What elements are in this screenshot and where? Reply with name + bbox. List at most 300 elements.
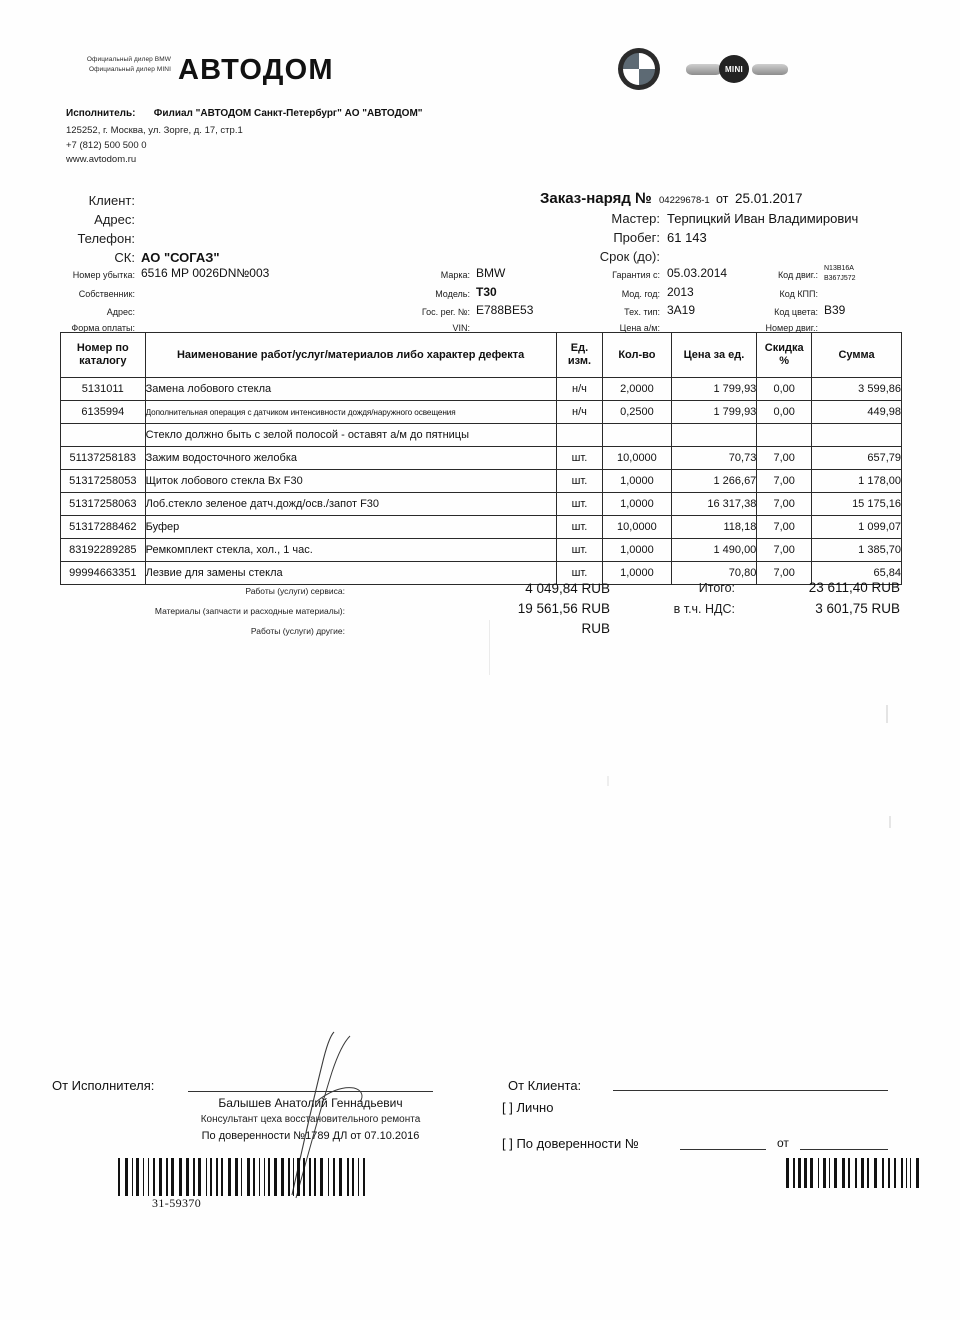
executor-signature-line	[188, 1091, 433, 1092]
totals-other-value: RUB	[581, 621, 610, 636]
executor-signature-name: Балышев Анатолий Геннадьевич	[218, 1096, 403, 1110]
barcode-gap	[163, 1158, 165, 1196]
barcode-gap	[261, 1158, 263, 1196]
barcode-gap	[851, 1158, 854, 1188]
engine-code-value	[824, 264, 856, 284]
grand-total-label: Итого:	[698, 581, 735, 595]
barcode-bar	[235, 1158, 238, 1196]
barcode-gap	[219, 1158, 220, 1196]
company-logo-text: АВТОДОМ	[178, 54, 334, 86]
cell-unit-price: 1 490,00	[671, 539, 757, 562]
barcode-gap	[121, 1158, 124, 1196]
due-date-label: Срок (до):	[599, 249, 660, 264]
barcode-bar	[281, 1158, 284, 1196]
engine-code-label: Код двиг.:	[777, 270, 818, 280]
barcode-gap	[150, 1158, 152, 1196]
barcode-gap	[846, 1158, 847, 1188]
brand-logos	[618, 48, 798, 94]
barcode-bar	[834, 1158, 837, 1188]
cell-catalog-number: 83192289285	[61, 539, 146, 562]
bmw-roundel-inner	[623, 53, 655, 85]
barcode-bar	[314, 1158, 316, 1196]
cell-description: Ремкомплект стекла, хол., 1 час.	[145, 539, 556, 562]
cell-quantity: 1,0000	[603, 539, 671, 562]
cell-unit: шт.	[556, 493, 603, 516]
executor-value: Филиал "АВТОДОМ Санкт-Петербург" АО "АВТОДОМ"	[153, 108, 423, 119]
plate-value: E788BE53	[476, 303, 534, 317]
th-catalog-line-1: Номер по	[76, 342, 129, 355]
cell-catalog-number: 6135994	[61, 401, 146, 424]
owner-label: Собственник:	[78, 289, 135, 299]
barcode-bar	[253, 1158, 255, 1196]
vin-label: VIN:	[452, 323, 470, 333]
barcode-gap	[208, 1158, 209, 1196]
barcode-gap	[134, 1158, 135, 1196]
barcode-gap	[213, 1158, 215, 1196]
model-year-value: 2013	[667, 285, 694, 299]
barcode-bar	[216, 1158, 218, 1196]
th-discount-line-2: %	[779, 355, 790, 367]
engine-number-label: Номер двиг.:	[765, 323, 818, 333]
executor-contact-block	[66, 124, 243, 168]
executor-label: Исполнитель:	[66, 108, 136, 119]
barcode-bar	[798, 1158, 801, 1188]
barcode-bar	[288, 1158, 290, 1196]
barcode-gap	[885, 1158, 887, 1188]
barcode-bar	[259, 1158, 260, 1196]
executor-phone: +7 (812) 500 500 0	[66, 139, 147, 151]
table-row	[61, 378, 902, 401]
barcode-gap	[271, 1158, 273, 1196]
items-table	[60, 332, 902, 585]
barcode-gap	[291, 1158, 292, 1196]
barcode-bar	[867, 1158, 869, 1188]
cell-unit: шт.	[556, 470, 603, 493]
table-row	[61, 539, 902, 562]
barcode-gap	[324, 1158, 327, 1196]
cell-total: 1 178,00	[812, 470, 902, 493]
cell-description: Лезвие для замены стекла	[145, 562, 556, 585]
table-body	[61, 378, 902, 585]
th-discount-line-1: Скидка	[764, 342, 804, 355]
table-row	[61, 424, 902, 447]
master-label: Мастер:	[611, 211, 660, 226]
barcode-bar	[247, 1158, 250, 1196]
tech-type-value: 3A19	[667, 303, 696, 317]
table-row	[61, 447, 902, 470]
client-phone-label: Телефон:	[77, 231, 135, 246]
cell-total: 3 599,86	[812, 378, 902, 401]
tech-type-label: Тех. тип:	[624, 307, 660, 317]
cell-quantity: 1,0000	[603, 470, 671, 493]
barcode-bar	[793, 1158, 795, 1188]
barcode-bar	[125, 1158, 128, 1196]
barcode-bar	[842, 1158, 845, 1188]
barcode-bar	[274, 1158, 277, 1196]
barcode-gap	[196, 1158, 197, 1196]
make-label: Марка:	[440, 270, 470, 280]
barcode-bar	[171, 1158, 174, 1196]
barcode-bar	[179, 1158, 182, 1196]
barcode-bar	[894, 1158, 896, 1188]
cell-discount: 0,00	[757, 401, 812, 424]
scan-artifact	[886, 705, 888, 723]
barcode-bar	[363, 1158, 365, 1196]
barcode-gap	[306, 1158, 308, 1196]
model-value: T30	[476, 285, 497, 299]
mileage-label: Пробег:	[613, 230, 660, 245]
mileage-value: 61 143	[667, 230, 707, 245]
cell-unit-price: 1 799,93	[671, 378, 757, 401]
executor-signature-poa: По доверенности №1789 ДЛ от 07.10.2016	[201, 1130, 420, 1142]
barcode-bar	[804, 1158, 807, 1188]
barcode-gap	[169, 1158, 170, 1196]
cell-catalog-number: 51317258063	[61, 493, 146, 516]
barcode-gap	[891, 1158, 893, 1188]
cell-catalog-number	[61, 424, 146, 447]
bmw-logo-icon	[618, 48, 660, 90]
executor-address: 125252, г. Москва, ул. Зорге, д. 17, стр.1	[66, 125, 243, 136]
scan-artifact	[889, 816, 891, 828]
cell-description: Замена лобового стекла	[145, 378, 556, 401]
barcode-gap	[865, 1158, 866, 1188]
dealer-mini-line: Официальный дилер MINI	[88, 66, 171, 74]
barcode-gap	[243, 1158, 246, 1196]
barcode-gap	[156, 1158, 158, 1196]
barcode-gap	[202, 1158, 205, 1196]
totals-materials-value: 19 561,56 RUB	[517, 601, 610, 616]
engine-code-line-1: N13B16A	[824, 265, 854, 272]
barcode-bar	[186, 1158, 189, 1196]
cell-unit-price	[671, 424, 757, 447]
master-value: Терпицкий Иван Владимирович	[667, 211, 859, 226]
barcode-gap	[129, 1158, 131, 1196]
cell-unit: н/ч	[556, 401, 603, 424]
vat-value: 3 601,75 RUB	[815, 601, 900, 616]
barcode-bar	[320, 1158, 323, 1196]
warranty-value: 05.03.2014	[667, 266, 728, 280]
barcode-bar	[901, 1158, 903, 1188]
barcode-gap	[285, 1158, 287, 1196]
barcode-gap	[808, 1158, 809, 1188]
grand-total-value: 23 611,40 RUB	[808, 580, 900, 595]
barcode-gap	[831, 1158, 833, 1188]
barcode-gap	[838, 1158, 841, 1188]
barcode-gap	[355, 1158, 357, 1196]
cell-unit: шт.	[556, 516, 603, 539]
cell-catalog-number: 51317288462	[61, 516, 146, 539]
insurance-label: СК:	[114, 250, 135, 265]
barcode-bar	[136, 1158, 139, 1196]
barcode-gap	[920, 1158, 923, 1188]
cell-total	[812, 424, 902, 447]
barcode-gap	[330, 1158, 332, 1196]
barcode-bar	[293, 1158, 294, 1196]
th-discount	[757, 333, 812, 378]
barcode-gap	[366, 1158, 367, 1196]
cell-total: 15 175,16	[812, 493, 902, 516]
th-unit-line-2: изм.	[567, 355, 592, 367]
barcode-gap	[232, 1158, 234, 1196]
barcode-gap	[897, 1158, 900, 1188]
dealer-bmw-line: Официальный дилер BMW	[86, 56, 171, 63]
barcode-gap	[140, 1158, 142, 1196]
client-signature-line	[613, 1090, 888, 1091]
barcode-gap	[312, 1158, 313, 1196]
barcode-bar	[823, 1158, 826, 1188]
cell-discount: 7,00	[757, 447, 812, 470]
barcode-gap	[224, 1158, 227, 1196]
cell-discount: 7,00	[757, 470, 812, 493]
proxy-date-line[interactable]	[800, 1149, 888, 1150]
cell-total: 657,79	[812, 447, 902, 470]
barcode-gap	[183, 1158, 185, 1196]
executor-signature-title: От Исполнителя:	[52, 1078, 155, 1093]
barcode-bar	[352, 1158, 354, 1196]
mini-wing-right-icon	[752, 64, 788, 75]
order-date: 25.01.2017	[735, 191, 803, 206]
cell-unit-price: 118,18	[671, 516, 757, 539]
totals-service-label: Работы (услуги) сервиса:	[245, 586, 345, 596]
barcode-gap	[908, 1158, 909, 1188]
barcode-gap	[814, 1158, 817, 1188]
proxy-date-prefix: от	[777, 1136, 789, 1150]
barcode-bar	[268, 1158, 270, 1196]
table-header-row	[61, 333, 902, 378]
barcode-bar	[882, 1158, 884, 1188]
barcode-gap	[266, 1158, 267, 1196]
barcode-bar	[210, 1158, 212, 1196]
barcode-bar	[916, 1158, 919, 1188]
barcode-gap	[820, 1158, 822, 1188]
cell-discount: 0,00	[757, 378, 812, 401]
cell-unit-price: 1 266,67	[671, 470, 757, 493]
barcode-bar	[874, 1158, 877, 1188]
warranty-label: Гарантия с:	[612, 270, 660, 280]
th-quantity: Кол-во	[603, 333, 671, 378]
barcode-bar	[910, 1158, 911, 1188]
barcode-bar	[347, 1158, 349, 1196]
model-label: Модель:	[435, 289, 470, 299]
barcode-gap	[278, 1158, 280, 1196]
barcode-gap	[251, 1158, 252, 1196]
cell-total: 65,84	[812, 562, 902, 585]
barcode-bar	[143, 1158, 144, 1196]
barcode-bar	[166, 1158, 168, 1196]
barcode-bar	[906, 1158, 907, 1188]
barcode-bar	[861, 1158, 864, 1188]
barcode-bar	[193, 1158, 195, 1196]
barcode-bar	[198, 1158, 201, 1196]
barcode-bar	[159, 1158, 162, 1196]
plate-label: Гос. рег. №:	[421, 307, 470, 317]
cell-quantity: 0,2500	[603, 401, 671, 424]
table-row	[61, 401, 902, 424]
barcode-bar	[206, 1158, 207, 1196]
barcode-bar	[132, 1158, 133, 1196]
barcode-bar	[829, 1158, 830, 1188]
cell-total: 1 385,70	[812, 539, 902, 562]
barcode-bar	[888, 1158, 890, 1188]
barcode-bar	[241, 1158, 242, 1196]
executor-website: www.avtodom.ru	[66, 154, 137, 166]
barcode-gap	[350, 1158, 351, 1196]
totals-materials-label: Материалы (запчасти и расходные материалы):	[154, 606, 345, 616]
gearbox-code-label: Код КПП:	[779, 289, 818, 299]
cell-unit-price: 16 317,38	[671, 493, 757, 516]
totals-service-value: 4 049,84 RUB	[525, 581, 610, 596]
mini-logo-label: MINI	[719, 55, 749, 83]
cell-quantity: 2,0000	[603, 378, 671, 401]
client-address-label: Адрес:	[94, 212, 135, 227]
barcode-gap	[256, 1158, 258, 1196]
table-row	[61, 516, 902, 539]
color-code-label: Код цвета:	[774, 307, 818, 317]
vat-label: в т.ч. НДС:	[673, 602, 735, 616]
table-row	[61, 493, 902, 516]
barcode-bar	[339, 1158, 342, 1196]
cell-catalog-number: 5131011	[61, 378, 146, 401]
barcode-gap	[904, 1158, 905, 1188]
cell-unit-price: 70,80	[671, 562, 757, 585]
barcode-gap	[870, 1158, 873, 1188]
barcode-bar	[786, 1158, 789, 1188]
cell-total: 1 099,07	[812, 516, 902, 539]
cell-quantity: 1,0000	[603, 493, 671, 516]
th-catalog-number	[61, 333, 146, 378]
barcode-bar	[855, 1158, 857, 1188]
loss-number-label: Номер убытка:	[72, 270, 135, 280]
cell-description: Стекло должно быть с зелой полосой - оставят а/м до пятницы	[145, 424, 556, 447]
barcode-gap	[912, 1158, 915, 1188]
mini-wing-left-icon	[686, 64, 722, 75]
cell-total: 449,98	[812, 401, 902, 424]
barcode-bar	[333, 1158, 335, 1196]
barcode-gap	[858, 1158, 860, 1188]
barcode-bar	[148, 1158, 149, 1196]
scan-artifact	[489, 620, 490, 675]
cell-quantity: 1,0000	[603, 562, 671, 585]
barcode-bar	[328, 1158, 329, 1196]
engine-code-line-2: B367J572	[824, 274, 856, 282]
th-total: Сумма	[812, 333, 902, 378]
barcode-gap	[796, 1158, 797, 1188]
cell-discount	[757, 424, 812, 447]
th-description: Наименование работ/услуг/материалов либо характер дефекта	[145, 333, 556, 378]
cell-description: Буфер	[145, 516, 556, 539]
barcode-gap	[802, 1158, 803, 1188]
barcode-gap	[790, 1158, 792, 1188]
scan-artifact	[607, 776, 609, 786]
cell-unit: шт.	[556, 539, 603, 562]
cell-catalog-number: 51317258053	[61, 470, 146, 493]
make-value: BMW	[476, 266, 506, 280]
insurance-value: АО "СОГАЗ"	[141, 250, 220, 265]
cell-description: Лоб.стекло зеленое датч.дожд/осв./запот F30	[145, 493, 556, 516]
barcode-gap	[145, 1158, 147, 1196]
barcode-bar	[228, 1158, 231, 1196]
owner-address-label: Адрес:	[106, 307, 135, 317]
barcode-gap	[827, 1158, 828, 1188]
barcode-gap	[301, 1158, 302, 1196]
barcode-bar	[303, 1158, 305, 1196]
cell-description: Зажим водосточного желобка	[145, 447, 556, 470]
cell-catalog-number: 51137258183	[61, 447, 146, 470]
model-year-label: Мод. год:	[621, 289, 660, 299]
proxy-number-line[interactable]	[680, 1149, 766, 1150]
executor-signature-role: Консультант цеха восстановительного ремонта	[200, 1114, 421, 1125]
checkbox-personally[interactable]: [ ] Лично	[502, 1100, 554, 1115]
order-title: Заказ-наряд №	[540, 190, 652, 207]
cell-catalog-number: 99994663351	[61, 562, 146, 585]
barcode-gap	[190, 1158, 192, 1196]
barcode-gap	[360, 1158, 362, 1196]
client-signature-title: От Клиента:	[508, 1078, 582, 1093]
cell-unit-price: 1 799,93	[671, 401, 757, 424]
totals-other-label: Работы (услуги) другие:	[250, 626, 345, 636]
client-label: Клиент:	[88, 193, 135, 208]
cell-quantity	[603, 424, 671, 447]
barcode-bar	[221, 1158, 223, 1196]
order-date-prefix: от	[716, 192, 729, 206]
cell-discount: 7,00	[757, 539, 812, 562]
cell-discount: 7,00	[757, 562, 812, 585]
barcode-gap	[878, 1158, 881, 1188]
cell-unit-price: 70,73	[671, 447, 757, 470]
barcode-bar	[264, 1158, 265, 1196]
checkbox-by-proxy[interactable]: [ ] По доверенности №	[502, 1136, 639, 1151]
barcode-gap	[317, 1158, 319, 1196]
barcode-gap	[295, 1158, 296, 1196]
th-unit-price: Цена за ед.	[671, 333, 757, 378]
car-price-label: Цена а/м:	[619, 323, 660, 333]
barcode-gap	[336, 1158, 338, 1196]
barcode-gap	[239, 1158, 240, 1196]
cell-unit: шт.	[556, 447, 603, 470]
barcode-gap	[343, 1158, 346, 1196]
cell-unit: шт.	[556, 562, 603, 585]
payment-form-label: Форма оплаты:	[71, 323, 135, 333]
order-number: 04229678-1	[659, 195, 710, 206]
barcode-left	[118, 1158, 368, 1196]
cell-quantity: 10,0000	[603, 516, 671, 539]
barcode-bar	[297, 1158, 300, 1196]
th-catalog-line-2: каталогу	[79, 355, 127, 367]
mini-logo-icon	[686, 54, 788, 84]
barcode-bar	[309, 1158, 311, 1196]
cell-discount: 7,00	[757, 493, 812, 516]
barcode-gap	[175, 1158, 178, 1196]
cell-unit	[556, 424, 603, 447]
barcode-bar	[358, 1158, 359, 1196]
executor-row	[66, 108, 423, 119]
th-unit	[556, 333, 603, 378]
color-code-value: B39	[824, 303, 846, 317]
barcode-bar	[848, 1158, 850, 1188]
cell-description: Дополнительная операция с датчиком интенсивности дождя/наружного освещения	[145, 401, 556, 424]
loss-number-value: 6516 МР 0026DN№003	[141, 266, 270, 280]
barcode-bar	[818, 1158, 819, 1188]
barcode-left-text: 31-59370	[152, 1196, 202, 1210]
th-unit-line-1: Ед.	[570, 342, 589, 355]
barcode-right	[786, 1158, 924, 1188]
cell-description: Щиток лобового стекла Bx F30	[145, 470, 556, 493]
cell-quantity: 10,0000	[603, 447, 671, 470]
dealer-subtitle	[66, 55, 171, 75]
cell-discount: 7,00	[757, 516, 812, 539]
barcode-bar	[118, 1158, 120, 1196]
table-row	[61, 470, 902, 493]
